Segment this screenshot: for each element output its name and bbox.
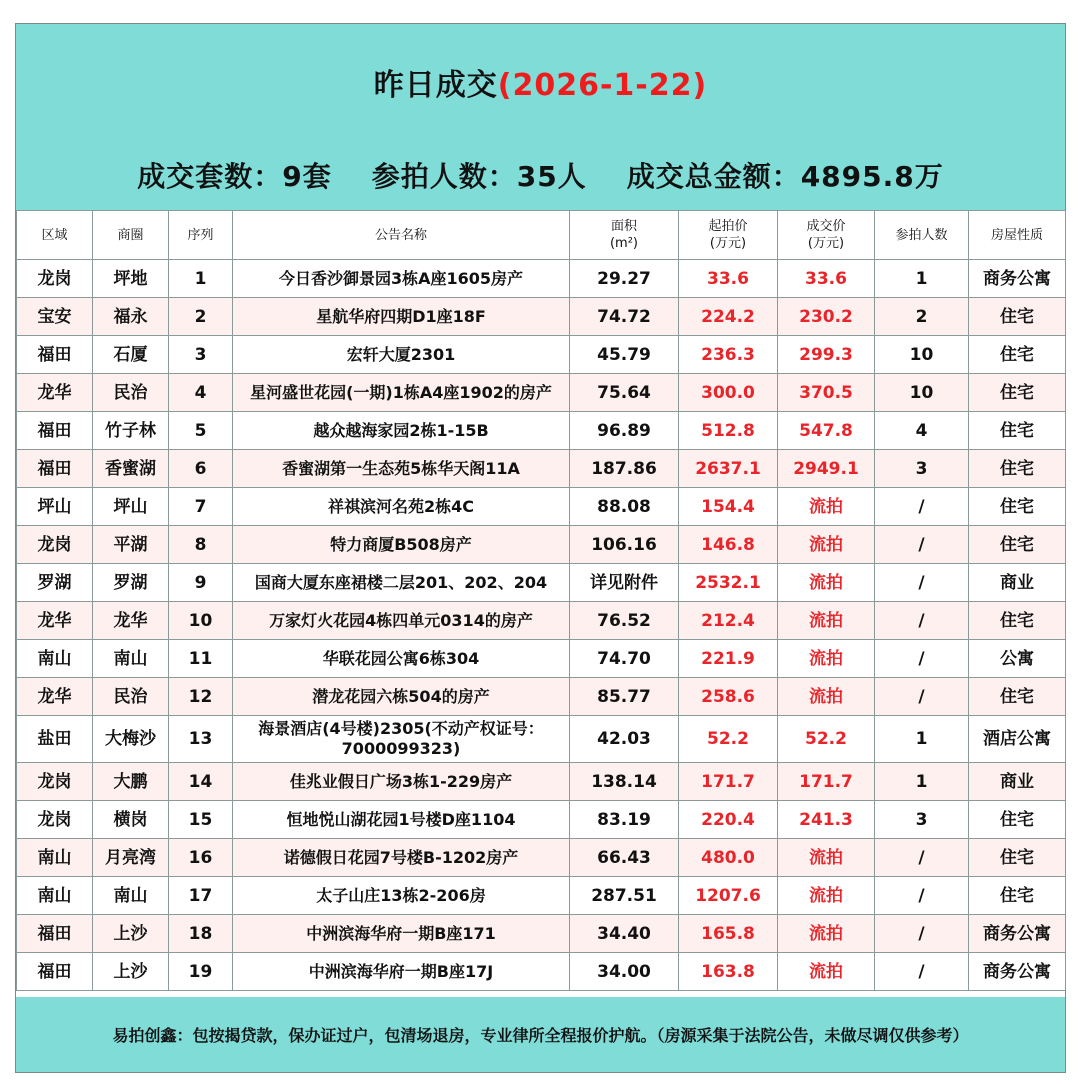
cell-area: 287.51 <box>570 877 679 915</box>
cell-district: 月亮湾 <box>93 839 169 877</box>
cell-name: 万家灯火花园4栋四单元0314的房产 <box>233 602 570 640</box>
cell-deal-price: 流拍 <box>778 839 875 877</box>
cell-name: 恒地悦山湖花园1号楼D座1104 <box>233 801 570 839</box>
table-row <box>17 412 1066 450</box>
cell-bidders: 1 <box>875 260 969 298</box>
cell-bidders: / <box>875 640 969 678</box>
table-row <box>17 763 1066 801</box>
cell-type: 住宅 <box>969 877 1066 915</box>
cell-district: 福永 <box>93 298 169 336</box>
cell-type: 商业 <box>969 564 1066 602</box>
table-row <box>17 526 1066 564</box>
cell-region: 南山 <box>17 877 93 915</box>
cell-area: 66.43 <box>570 839 679 877</box>
table-row <box>17 716 1066 763</box>
cell-bidders: 10 <box>875 374 969 412</box>
cell-name: 特力商厦B508房产 <box>233 526 570 564</box>
cell-name: 越众越海家园2栋1-15B <box>233 412 570 450</box>
cell-seq: 18 <box>169 915 233 953</box>
cell-start-price: 52.2 <box>679 716 778 763</box>
cell-name: 香蜜湖第一生态苑5栋华天阁11A <box>233 450 570 488</box>
cell-seq: 12 <box>169 678 233 716</box>
table-row <box>17 915 1066 953</box>
table-row <box>17 602 1066 640</box>
cell-seq: 16 <box>169 839 233 877</box>
cell-type: 住宅 <box>969 298 1066 336</box>
cell-district: 石厦 <box>93 336 169 374</box>
cell-deal-price: 流拍 <box>778 915 875 953</box>
table-row <box>17 336 1066 374</box>
cell-district: 龙华 <box>93 602 169 640</box>
cell-area: 88.08 <box>570 488 679 526</box>
cell-district: 民治 <box>93 678 169 716</box>
cell-district: 上沙 <box>93 953 169 991</box>
cell-seq: 17 <box>169 877 233 915</box>
cell-deal-price: 547.8 <box>778 412 875 450</box>
cell-deal-price: 2949.1 <box>778 450 875 488</box>
cell-start-price: 480.0 <box>679 839 778 877</box>
cell-bidders: 1 <box>875 763 969 801</box>
cell-district: 平湖 <box>93 526 169 564</box>
cell-type: 住宅 <box>969 678 1066 716</box>
title-banner <box>16 24 1065 140</box>
cell-type: 商业 <box>969 763 1066 801</box>
cell-area: 29.27 <box>570 260 679 298</box>
header-area: 面积 (m²) <box>570 211 679 260</box>
cell-bidders: 4 <box>875 412 969 450</box>
cell-type: 住宅 <box>969 526 1066 564</box>
cell-seq: 10 <box>169 602 233 640</box>
table-row <box>17 953 1066 991</box>
cell-region: 坪山 <box>17 488 93 526</box>
cell-area: 76.52 <box>570 602 679 640</box>
cell-name: 今日香沙御景园3栋A座1605房产 <box>233 260 570 298</box>
cell-area: 74.72 <box>570 298 679 336</box>
cell-district: 罗湖 <box>93 564 169 602</box>
footer-banner <box>16 997 1065 1072</box>
table-header-row <box>17 211 1066 260</box>
title-date: (2026-1-22) <box>497 67 708 103</box>
summary-banner <box>16 139 1065 211</box>
cell-region: 南山 <box>17 839 93 877</box>
cell-area: 83.19 <box>570 801 679 839</box>
cell-bidders: / <box>875 564 969 602</box>
cell-seq: 5 <box>169 412 233 450</box>
header-district: 商圈 <box>93 211 169 260</box>
cell-seq: 8 <box>169 526 233 564</box>
cell-deal-price: 流拍 <box>778 953 875 991</box>
header-region: 区域 <box>17 211 93 260</box>
cell-seq: 4 <box>169 374 233 412</box>
cell-name: 潜龙花园六栋504的房产 <box>233 678 570 716</box>
cell-bidders: 3 <box>875 801 969 839</box>
table-row <box>17 678 1066 716</box>
table-row <box>17 260 1066 298</box>
cell-region: 龙岗 <box>17 763 93 801</box>
cell-bidders: / <box>875 839 969 877</box>
cell-bidders: 2 <box>875 298 969 336</box>
cell-type: 住宅 <box>969 374 1066 412</box>
header-type: 房屋性质 <box>969 211 1066 260</box>
cell-district: 南山 <box>93 640 169 678</box>
auction-table <box>16 210 1066 991</box>
cell-start-price: 171.7 <box>679 763 778 801</box>
table-row <box>17 298 1066 336</box>
cell-seq: 14 <box>169 763 233 801</box>
header-start-price: 起拍价 (万元) <box>679 211 778 260</box>
cell-area: 34.40 <box>570 915 679 953</box>
cell-area: 34.00 <box>570 953 679 991</box>
cell-district: 大梅沙 <box>93 716 169 763</box>
cell-start-price: 2637.1 <box>679 450 778 488</box>
table-row <box>17 839 1066 877</box>
header-name: 公告名称 <box>233 211 570 260</box>
cell-deal-price: 241.3 <box>778 801 875 839</box>
cell-start-price: 2532.1 <box>679 564 778 602</box>
cell-type: 酒店公寓 <box>969 716 1066 763</box>
cell-area: 106.16 <box>570 526 679 564</box>
cell-region: 龙华 <box>17 678 93 716</box>
cell-bidders: / <box>875 915 969 953</box>
cell-type: 住宅 <box>969 801 1066 839</box>
table-row <box>17 640 1066 678</box>
table-row <box>17 877 1066 915</box>
cell-start-price: 154.4 <box>679 488 778 526</box>
cell-bidders: / <box>875 953 969 991</box>
cell-region: 罗湖 <box>17 564 93 602</box>
cell-district: 香蜜湖 <box>93 450 169 488</box>
cell-deal-price: 52.2 <box>778 716 875 763</box>
cell-bidders: / <box>875 678 969 716</box>
cell-district: 南山 <box>93 877 169 915</box>
cell-name: 祥祺滨河名苑2栋4C <box>233 488 570 526</box>
cell-deal-price: 230.2 <box>778 298 875 336</box>
cell-start-price: 1207.6 <box>679 877 778 915</box>
cell-area: 42.03 <box>570 716 679 763</box>
summary-bidder-count: 参拍人数：35人 <box>371 159 587 193</box>
cell-region: 龙岗 <box>17 801 93 839</box>
title-prefix: 昨日成交 <box>373 67 498 103</box>
cell-deal-price: 171.7 <box>778 763 875 801</box>
cell-name: 太子山庄13栋2-206房 <box>233 877 570 915</box>
table-row <box>17 564 1066 602</box>
cell-deal-price: 370.5 <box>778 374 875 412</box>
cell-bidders: 1 <box>875 716 969 763</box>
cell-bidders: / <box>875 877 969 915</box>
table-row <box>17 374 1066 412</box>
table-body <box>17 260 1066 991</box>
auction-report-card <box>15 23 1066 1073</box>
cell-start-price: 236.3 <box>679 336 778 374</box>
cell-area: 75.64 <box>570 374 679 412</box>
cell-deal-price: 流拍 <box>778 564 875 602</box>
cell-bidders: / <box>875 488 969 526</box>
cell-name: 诺德假日花园7号楼B-1202房产 <box>233 839 570 877</box>
cell-type: 住宅 <box>969 450 1066 488</box>
cell-type: 住宅 <box>969 839 1066 877</box>
cell-area: 96.89 <box>570 412 679 450</box>
footer-disclaimer: 易拍创鑫：包按揭贷款，保办证过户，包清场退房，专业律所全程报价护航。（房源采集于法院公告，未做尽调仅供参考） <box>112 1026 969 1045</box>
cell-bidders: 10 <box>875 336 969 374</box>
cell-deal-price: 33.6 <box>778 260 875 298</box>
cell-seq: 6 <box>169 450 233 488</box>
cell-start-price: 512.8 <box>679 412 778 450</box>
cell-district: 坪山 <box>93 488 169 526</box>
cell-district: 横岗 <box>93 801 169 839</box>
cell-area: 74.70 <box>570 640 679 678</box>
cell-region: 福田 <box>17 953 93 991</box>
cell-name: 中洲滨海华府一期B座171 <box>233 915 570 953</box>
cell-deal-price: 流拍 <box>778 602 875 640</box>
cell-district: 民治 <box>93 374 169 412</box>
cell-area: 187.86 <box>570 450 679 488</box>
cell-deal-price: 流拍 <box>778 526 875 564</box>
cell-region: 福田 <box>17 336 93 374</box>
cell-name: 海景酒店(4号楼)2305(不动产权证号：7000099323) <box>233 716 570 763</box>
cell-area: 详见附件 <box>570 564 679 602</box>
cell-region: 龙华 <box>17 374 93 412</box>
cell-seq: 19 <box>169 953 233 991</box>
cell-deal-price: 流拍 <box>778 877 875 915</box>
cell-start-price: 258.6 <box>679 678 778 716</box>
cell-start-price: 163.8 <box>679 953 778 991</box>
cell-district: 竹子林 <box>93 412 169 450</box>
cell-type: 商务公寓 <box>969 953 1066 991</box>
cell-region: 盐田 <box>17 716 93 763</box>
cell-name: 星河盛世花园(一期)1栋A4座1902的房产 <box>233 374 570 412</box>
cell-type: 公寓 <box>969 640 1066 678</box>
cell-start-price: 146.8 <box>679 526 778 564</box>
cell-region: 福田 <box>17 450 93 488</box>
cell-region: 龙岗 <box>17 526 93 564</box>
cell-district: 坪地 <box>93 260 169 298</box>
cell-seq: 11 <box>169 640 233 678</box>
cell-deal-price: 流拍 <box>778 488 875 526</box>
table-row <box>17 450 1066 488</box>
cell-start-price: 220.4 <box>679 801 778 839</box>
cell-type: 商务公寓 <box>969 915 1066 953</box>
cell-name: 星航华府四期D1座18F <box>233 298 570 336</box>
cell-start-price: 165.8 <box>679 915 778 953</box>
cell-district: 上沙 <box>93 915 169 953</box>
cell-deal-price: 流拍 <box>778 678 875 716</box>
header-deal-price: 成交价 (万元) <box>778 211 875 260</box>
cell-type: 住宅 <box>969 336 1066 374</box>
cell-type: 住宅 <box>969 602 1066 640</box>
cell-name: 国商大厦东座裙楼二层201、202、204 <box>233 564 570 602</box>
cell-region: 福田 <box>17 915 93 953</box>
header-bidders: 参拍人数 <box>875 211 969 260</box>
summary-total-amount: 成交总金额：4895.8万 <box>626 159 944 193</box>
cell-name: 中洲滨海华府一期B座17J <box>233 953 570 991</box>
table-row <box>17 488 1066 526</box>
cell-deal-price: 299.3 <box>778 336 875 374</box>
cell-area: 138.14 <box>570 763 679 801</box>
summary-deal-count: 成交套数：9套 <box>137 159 332 193</box>
cell-type: 住宅 <box>969 412 1066 450</box>
cell-seq: 15 <box>169 801 233 839</box>
cell-name: 宏轩大厦2301 <box>233 336 570 374</box>
cell-bidders: 3 <box>875 450 969 488</box>
cell-region: 龙华 <box>17 602 93 640</box>
cell-area: 45.79 <box>570 336 679 374</box>
cell-bidders: / <box>875 526 969 564</box>
cell-seq: 2 <box>169 298 233 336</box>
cell-region: 福田 <box>17 412 93 450</box>
cell-seq: 7 <box>169 488 233 526</box>
cell-start-price: 33.6 <box>679 260 778 298</box>
cell-seq: 3 <box>169 336 233 374</box>
cell-deal-price: 流拍 <box>778 640 875 678</box>
header-seq: 序列 <box>169 211 233 260</box>
cell-start-price: 212.4 <box>679 602 778 640</box>
cell-seq: 9 <box>169 564 233 602</box>
cell-start-price: 300.0 <box>679 374 778 412</box>
report-title <box>374 60 707 104</box>
table-row <box>17 801 1066 839</box>
cell-name: 佳兆业假日广场3栋1-229房产 <box>233 763 570 801</box>
cell-region: 宝安 <box>17 298 93 336</box>
cell-type: 商务公寓 <box>969 260 1066 298</box>
cell-type: 住宅 <box>969 488 1066 526</box>
cell-name: 华联花园公寓6栋304 <box>233 640 570 678</box>
cell-area: 85.77 <box>570 678 679 716</box>
cell-bidders: / <box>875 602 969 640</box>
cell-region: 南山 <box>17 640 93 678</box>
cell-region: 龙岗 <box>17 260 93 298</box>
cell-seq: 1 <box>169 260 233 298</box>
cell-district: 大鹏 <box>93 763 169 801</box>
cell-start-price: 224.2 <box>679 298 778 336</box>
cell-start-price: 221.9 <box>679 640 778 678</box>
cell-seq: 13 <box>169 716 233 763</box>
